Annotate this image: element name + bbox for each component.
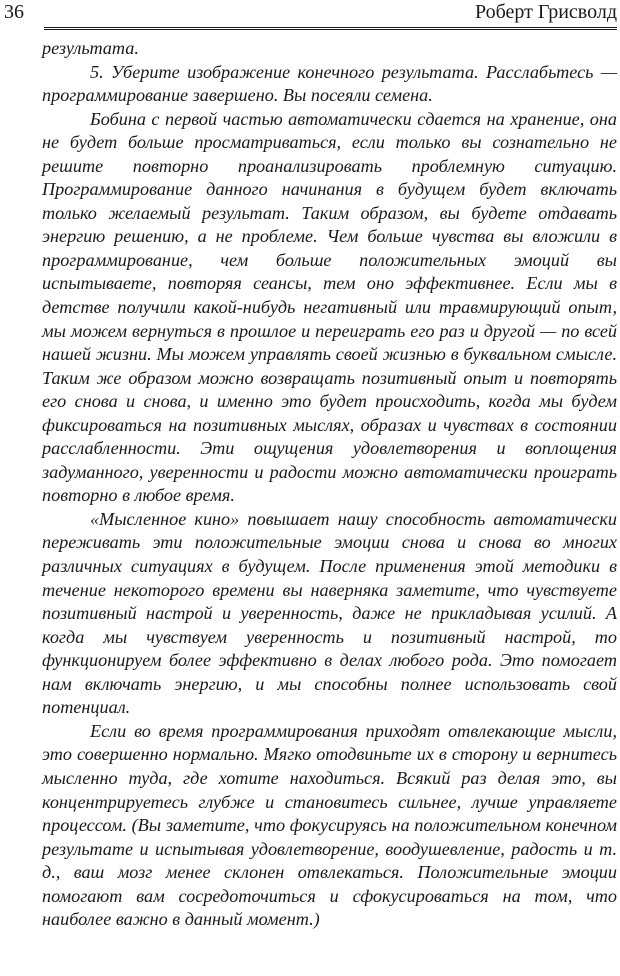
paragraph-step-5: 5. Уберите изображение конечного результата. Расслабьтесь — программирование завершено. Вы посеяли семена. [42, 61, 617, 106]
paragraph-distracting-thoughts: Если во время программирования приходят отвлекающие мысли, это совершенно нормально. Мягко отодвиньте их в сторону и вернитесь мысленно туда, где хотите находиться. Всякий раз делая это, вы концентрируетесь глубже и становитесь сильнее, лучше управляете процессом. (Вы заметите, что фокусируясь на положительном конечном результате и испытывая удовлетворение, воодушевление, радость и т. д., ваш мозг менее склонен отвлекаться. Положительные эмоции помогают вам сосредоточиться и сфокусироваться на том, что наиболее важно в данный момент.) [42, 720, 617, 930]
header-rule [44, 27, 617, 30]
running-head [4, 0, 617, 30]
body-text [4, 37, 617, 932]
paragraph-continuation: результата. [42, 38, 139, 58]
paragraph-mental-movie: «Мысленное кино» повышает нашу способность автоматически переживать эти положительные эмоции снова и снова во многих различных ситуациях в будущем. После применения этой методики в течение некоторого времени вы наверняка заметите, что чувствуете позитивный настрой и уверенность, даже не прикладывая усилий. А когда мы чувствуем уверенность и позитивный настрой, то функционируем более эффективно в делах любого рода. Это помогает нам включать энергию, и мы способны полнее использовать свой потенциал. [42, 508, 617, 718]
page-number: 36 [4, 1, 24, 23]
paragraph-reel-storage: Бобина с первой частью автоматически сдается на хранение, она не будет больше просматриваться, если только вы сознательно не решите повторно проанализировать проблемную ситуацию. Программирование данного начинания в будущем будет включать только желаемый результат. Таким образом, вы будете отдавать энергию решению, а не проблеме. Чем больше чувства вы вложили в программирование, чем больше положительных эмоций вы испытываете, повторяя сеансы, тем оно эффективнее. Если мы в детстве получили какой-нибудь негативный или травмирующий опыт, мы можем вернуться в прошлое и переиграть его раз и другой — по всей нашей жизни. Мы можем управлять своей жизнью в буквальном смысле. Таким же образом можно возвращать позитивный опыт и повторять его снова и снова, и именно это будет происходить, когда мы будем фиксироваться на позитивных мыслях, образах и чувствах в состоянии расслабленности. Эти ощущения удовлетворения и воплощения задуманного, уверенности и радости можно автоматически проиграть повторно в любое время. [42, 108, 617, 506]
running-head-author: Роберт Грисволд [475, 1, 617, 23]
